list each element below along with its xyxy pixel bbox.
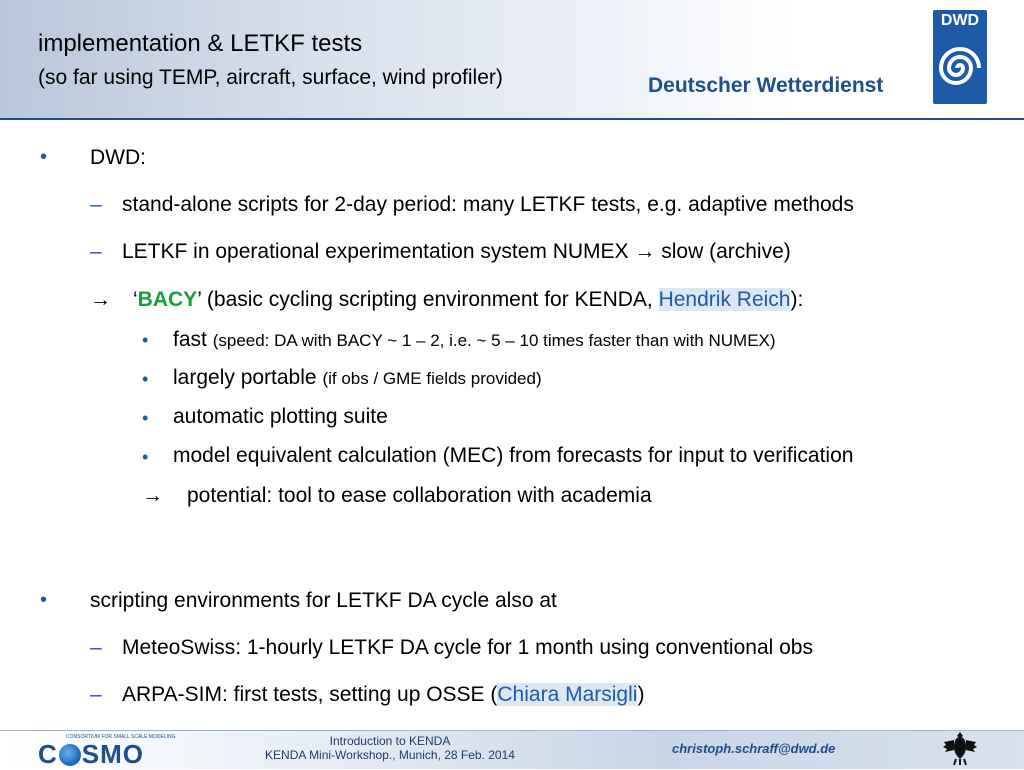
list-item-mec: model equivalent calculation (MEC) from forecasts for input to verification (173, 444, 854, 467)
fast-label: fast (173, 328, 207, 351)
bacy-description: ’ (basic cycling scripting environment for KENDA, (197, 288, 659, 311)
arrow-icon: → (634, 240, 656, 263)
arpa-person-link[interactable]: Chiara Marsigli (497, 683, 638, 706)
dash-marker: – (90, 636, 102, 659)
scripting-heading: scripting environments for LETKF DA cycle also at (90, 589, 557, 612)
dwd-logo (933, 10, 987, 104)
list-item-arpa (122, 683, 644, 707)
portable-label: largely portable (173, 366, 317, 389)
dash-marker: – (90, 683, 102, 706)
fast-note: (speed: DA with BACY ~ 1 – 2, i.e. ~ 5 – 10 times faster than with NUMEX) (212, 331, 776, 350)
bacy-person-link[interactable]: Hendrik Reich (658, 288, 791, 311)
cosmo-letter-c: C (38, 739, 58, 769)
list-item-fast (173, 328, 776, 352)
arrow-icon: → (142, 484, 163, 507)
arpa-text: ARPA-SIM: first tests, setting up OSSE ( (122, 683, 498, 706)
bullet-marker: • (142, 408, 149, 428)
list-item-numex (122, 240, 791, 264)
bacy-close: ): (790, 288, 804, 311)
bullet-marker: • (142, 447, 149, 467)
portable-note: (if obs / GME fields provided) (322, 369, 542, 388)
slide-subtitle: (so far using TEMP, aircraft, surface, wind profiler) (38, 66, 503, 89)
arpa-close: ) (637, 683, 645, 706)
dash-marker: – (90, 193, 102, 216)
slide-header (0, 0, 1024, 118)
bacy-name: BACY (137, 288, 198, 311)
list-item-standalone: stand-alone scripts for 2-day period: many LETKF tests, e.g. adaptive methods (122, 193, 854, 216)
bullet-marker: • (142, 330, 149, 350)
footer-line-1: Introduction to KENDA (329, 734, 451, 748)
list-item-potential: potential: tool to ease collaboration with academia (187, 484, 652, 507)
dwd-logo-text: DWD (940, 12, 980, 29)
bullet-marker: • (40, 589, 48, 611)
list-item-meteoswiss: MeteoSwiss: 1-hourly LETKF DA cycle for 1 month using conventional obs (122, 636, 813, 659)
numex-result: slow (archive) (661, 240, 791, 263)
brand-name: Deutscher Wetterdienst (648, 74, 884, 97)
cosmo-tagline: CONSORTIUM FOR SMALL SCALE MODELING (66, 734, 176, 740)
footer-event-info (240, 734, 540, 762)
cosmo-wordmark (38, 739, 144, 770)
list-item-plotting: automatic plotting suite (173, 405, 388, 428)
arrow-icon: → (90, 288, 111, 311)
footer-email[interactable]: christoph.schraff@dwd.de (672, 741, 836, 756)
bullet-marker: • (40, 146, 48, 168)
bacy-open-quote: ‘ (133, 288, 138, 311)
header-divider (0, 118, 1024, 120)
cosmo-letters-smo: SMO (81, 739, 145, 769)
slide-title: implementation & LETKF tests (38, 30, 363, 57)
cosmo-logo (38, 734, 200, 769)
globe-icon (59, 744, 81, 766)
federal-eagle-icon (940, 728, 980, 768)
dwd-heading: DWD: (90, 146, 146, 169)
numex-text: LETKF in operational experimentation system NUMEX (122, 240, 629, 263)
list-item-portable (173, 366, 542, 390)
bullet-marker: • (142, 369, 149, 389)
dash-marker: – (90, 240, 102, 263)
footer-line-2: KENDA Mini-Workshop., Munich, 28 Feb. 2014 (265, 748, 515, 762)
list-item-bacy (133, 288, 803, 312)
spiral-icon (937, 38, 983, 98)
